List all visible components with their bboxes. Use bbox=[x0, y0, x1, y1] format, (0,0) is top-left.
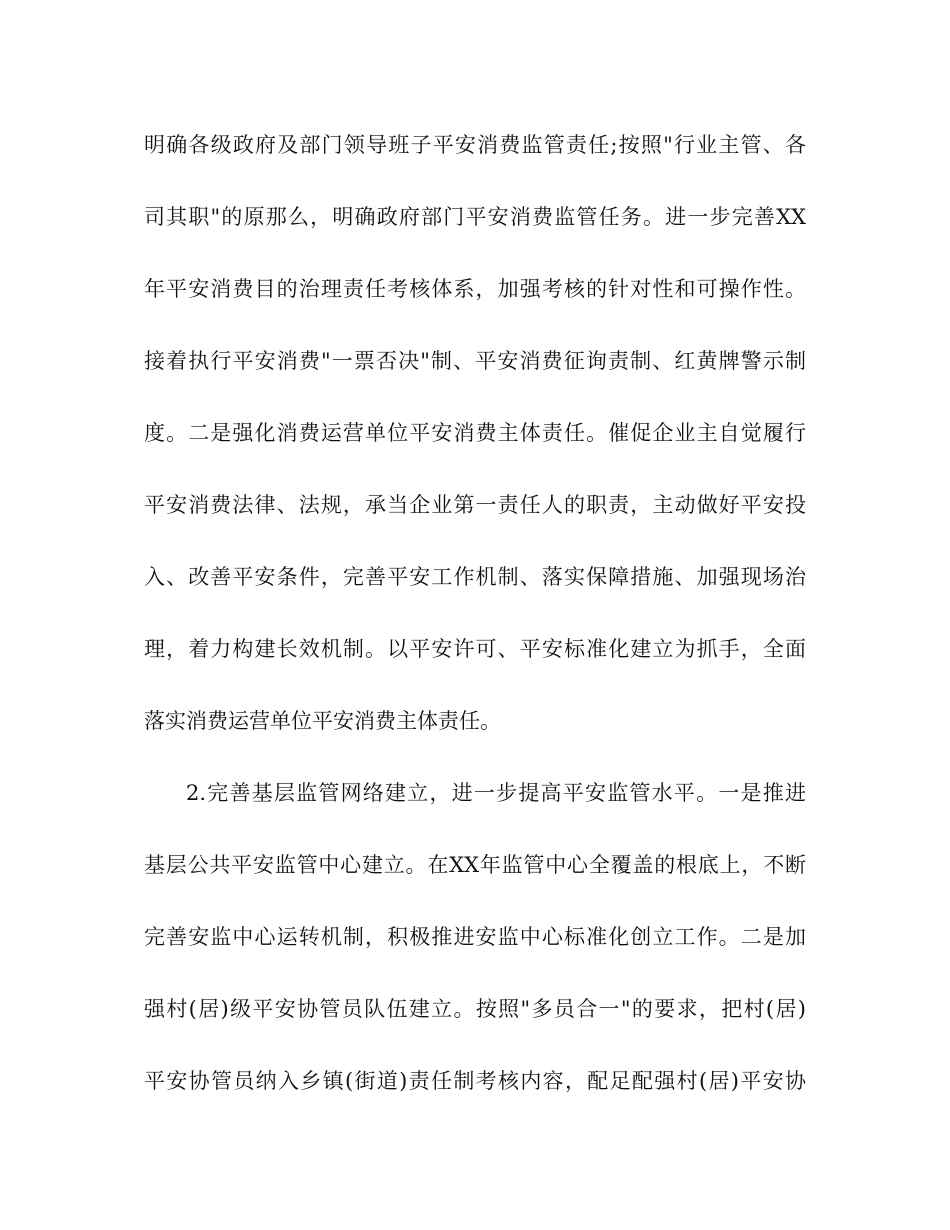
paragraph-first-line: 2.完善基层监管网络建立，进一步提高平安监管水平。一是推进 bbox=[186, 781, 806, 805]
text-line: 明确各级政府及部门领导班子平安消费监管责任;按照"行业主管、各 bbox=[144, 133, 806, 157]
text-line: 年平安消费目的治理责任考核体系，加强考核的针对性和可操作性。 bbox=[144, 277, 806, 301]
text-line: 入、改善平安条件，完善平安工作机制、落实保障措施、加强现场治 bbox=[144, 565, 806, 589]
text-line: 平安协管员纳入乡镇(街道)责任制考核内容，配足配强村(居)平安协 bbox=[144, 1069, 806, 1093]
text-line: 平安消费法律、法规，承当企业第一责任人的职责，主动做好平安投 bbox=[144, 493, 806, 517]
text-line: 理，着力构建长效机制。以平安许可、平安标准化建立为抓手，全面 bbox=[144, 637, 806, 661]
text-line: 司其职"的原那么，明确政府部门平安消费监管任务。进一步完善XX bbox=[144, 205, 806, 229]
text-line: 接着执行平安消费"一票否决"制、平安消费征询责制、红黄牌警示制 bbox=[144, 349, 806, 373]
text-line: 基层公共平安监管中心建立。在XX年监管中心全覆盖的根底上，不断 bbox=[144, 853, 806, 877]
text-line: 强村(居)级平安协管员队伍建立。按照"多员合一"的要求，把村(居) bbox=[144, 997, 806, 1021]
paragraph-end-line: 落实消费运营单位平安消费主体责任。 bbox=[144, 709, 501, 733]
text-line: 度。二是强化消费运营单位平安消费主体责任。催促企业主自觉履行 bbox=[144, 421, 806, 445]
text-line: 完善安监中心运转机制，积极推进安监中心标准化创立工作。二是加 bbox=[144, 925, 806, 949]
